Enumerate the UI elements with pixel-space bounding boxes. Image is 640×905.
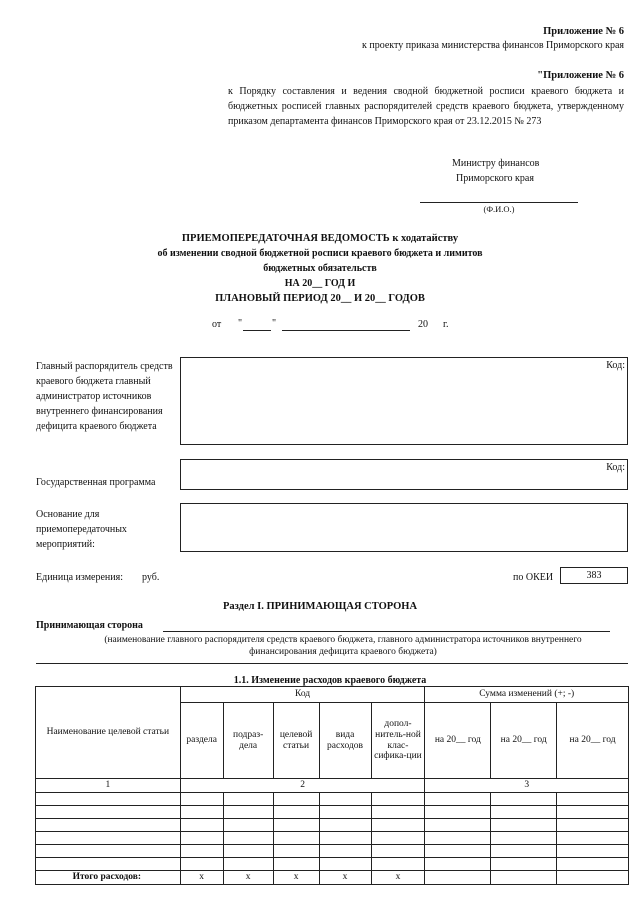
- total-x: х: [371, 871, 425, 885]
- col-expense-type: вида расходов: [319, 703, 371, 779]
- appendix-title: Приложение № 6: [543, 26, 624, 37]
- table-row[interactable]: [36, 806, 629, 819]
- chief-code-label: Код:: [606, 360, 625, 371]
- num-2: 2: [180, 779, 425, 793]
- col-section: раздела: [180, 703, 223, 779]
- appendix-text-2: к Порядку составления и ведения сводной бюджетной росписи краевого бюджета и бюджетных росписей главных распорядителей средств краевого бюджета, утвержденному приказом департамента финансов Приморского края от 23.12.2015 № 273: [228, 86, 624, 127]
- addressee-line-2: Приморского края: [456, 173, 534, 184]
- unit-value: руб.: [142, 572, 160, 583]
- total-x: х: [180, 871, 223, 885]
- okei-value: 383: [586, 570, 602, 581]
- addressee-line-1: Министру финансов: [452, 158, 540, 169]
- okei-field[interactable]: [560, 567, 628, 584]
- table-row[interactable]: [36, 819, 629, 832]
- heading-line-5: ПЛАНОВЫЙ ПЕРИОД 20__ И 20__ ГОДОВ: [215, 293, 425, 304]
- col-extra-class: допол-нитель-ной клас-сифика-ции: [371, 703, 425, 779]
- sum-group-header: Сумма изменений (+; -): [425, 687, 629, 703]
- num-1: 1: [36, 779, 181, 793]
- heading-line-2: об изменении сводной бюджетной росписи краевого бюджета и лимитов: [157, 248, 483, 259]
- table-title: 1.1. Изменение расходов краевого бюджета: [233, 675, 427, 686]
- appendix-title-2: "Приложение № 6: [537, 70, 624, 81]
- table-number-row: [36, 779, 629, 793]
- table-row[interactable]: [36, 845, 629, 858]
- col-year-3: на 20__ год: [557, 703, 629, 779]
- heading-line-1: ПРИЕМОПЕРЕДАТОЧНАЯ ВЕДОМОСТЬ к ходатайству: [181, 233, 459, 244]
- col-name-header: Наименование целевой статьи: [36, 687, 181, 779]
- col-year-2: на 20__ год: [491, 703, 557, 779]
- total-x: х: [273, 871, 319, 885]
- receiving-caption: (наименование главного распорядителя средств краевого бюджета, главного администратора источников внутреннего финансирования дефицита краевого бюджета): [104, 635, 582, 657]
- date-g: г.: [443, 319, 449, 330]
- table-total-row: [36, 871, 629, 885]
- basis-field[interactable]: [180, 503, 628, 552]
- total-label: Итого расходов:: [36, 871, 181, 885]
- chief-field[interactable]: [180, 357, 628, 445]
- receiving-underline: [163, 631, 610, 632]
- program-field[interactable]: [180, 459, 628, 490]
- table-row[interactable]: [36, 832, 629, 845]
- date-month-line: [282, 330, 410, 331]
- heading-line-4: НА 20__ ГОД И: [284, 278, 356, 289]
- heading-line-3: бюджетных обязательств: [263, 263, 377, 274]
- total-x: х: [319, 871, 371, 885]
- col-year-1: на 20__ год: [425, 703, 491, 779]
- date-year: 20: [418, 319, 428, 330]
- appendix-subtitle: к проекту приказа министерства финансов Приморского края: [361, 40, 624, 51]
- program-label: Государственная программа: [36, 477, 156, 488]
- date-day-line: [243, 330, 271, 331]
- num-3: 3: [425, 779, 629, 793]
- fio-caption: (Ф.И.О.): [483, 204, 515, 214]
- unit-label: Единица измерения:: [36, 572, 123, 583]
- code-group-header: Код: [180, 687, 425, 703]
- section-divider: [36, 663, 628, 664]
- col-target: целевой статьи: [273, 703, 319, 779]
- table-header-row-1: [36, 687, 629, 703]
- col-subsection: подраз-дела: [223, 703, 273, 779]
- basis-label: Основание для приемопередаточных мероприятий:: [36, 509, 127, 550]
- program-code-label: Код:: [606, 462, 625, 473]
- table-row[interactable]: [36, 858, 629, 871]
- expenses-table: [35, 686, 629, 885]
- section-title: Раздел I. ПРИНИМАЮЩАЯ СТОРОНА: [222, 601, 418, 612]
- okei-label: по ОКЕИ: [513, 572, 554, 583]
- fio-underline: [420, 202, 578, 203]
- total-x: х: [223, 871, 273, 885]
- date-quote-close: ": [272, 318, 277, 329]
- table-row[interactable]: [36, 793, 629, 806]
- date-from: от: [212, 319, 222, 330]
- receiving-label: Принимающая сторона: [36, 620, 143, 631]
- date-quote-open: ": [238, 318, 243, 329]
- chief-label: Главный распорядитель средств краевого бюджета главный администратор источников внутреннего финансирования дефицита краевого бюджета: [36, 361, 173, 432]
